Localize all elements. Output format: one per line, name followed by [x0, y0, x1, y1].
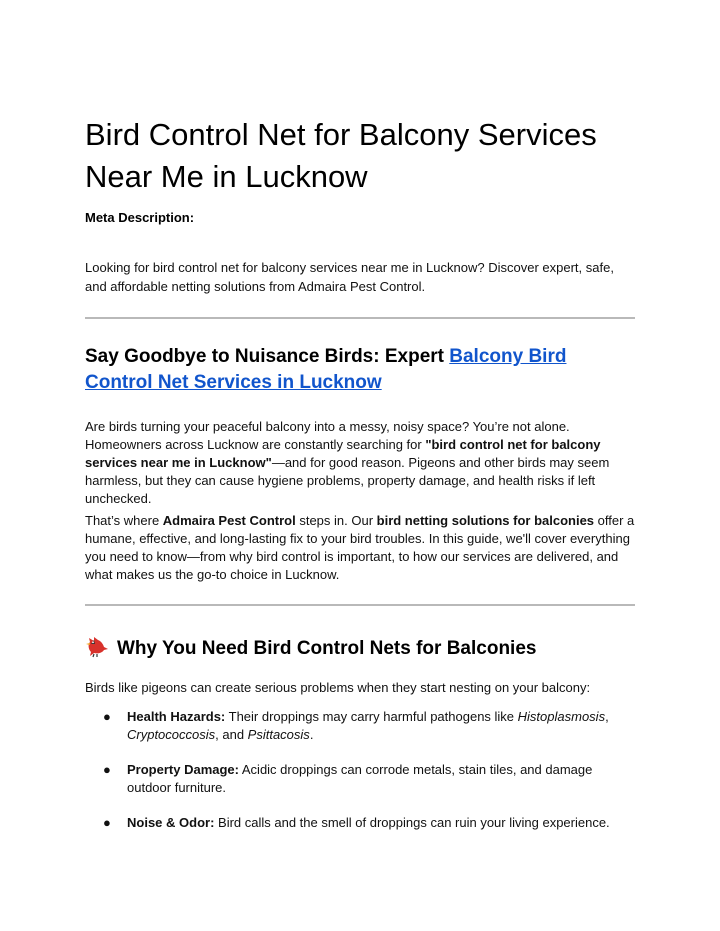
- title-line-1: Bird Control Net for Balcony Services: [85, 117, 597, 152]
- cardinal-bird-icon: [85, 634, 109, 658]
- paragraph-text: Are birds turning your peaceful balcony into a messy, noisy space? You’re not alone. Homeowners across Lucknow are constantly searching for: [85, 419, 570, 452]
- paragraph-text: steps in. Our: [295, 513, 377, 528]
- company-paragraph: [85, 512, 635, 584]
- title-line-2: Near Me in Lucknow: [85, 159, 368, 194]
- pathogen-name: Cryptococcosis: [127, 727, 216, 742]
- heading-text: Say Goodbye to Nuisance Birds: Expert: [85, 346, 450, 367]
- meta-description-label: Meta Description:: [85, 210, 195, 225]
- paragraph-text: offer a humane, effective, and long-lasting fix to your bird troubles. In this guide, we'll cover everything you need to know—from why bird control is important, to how our services are delivered, and what makes us the go-to choice in Lucknow.: [85, 513, 635, 582]
- divider: [85, 604, 635, 606]
- list-item: [85, 761, 635, 797]
- section-heading-nuisance-birds: [85, 344, 635, 396]
- pathogen-name: Histoplasmosis: [517, 709, 606, 724]
- paragraph-text: —and for good reason. Pigeons and other birds may seem harmless, but they can cause hygiene problems, property damage, and health risks if left unchecked.: [85, 455, 610, 506]
- item-label: Health Hazards:: [127, 709, 226, 724]
- bullet-icon: ●: [103, 815, 111, 830]
- intro-paragraph: [85, 418, 635, 508]
- page-title: [85, 114, 645, 198]
- balcony-net-services-link[interactable]: Balcony Bird Control Net Services in Lucknow: [85, 346, 567, 393]
- list-item: [85, 708, 635, 744]
- paragraph-text: That’s where: [85, 513, 163, 528]
- bullet-icon: ●: [103, 762, 111, 777]
- meta-description-text: Looking for bird control net for balcony services near me in Lucknow? Discover expert, safe, and affordable netting solutions from Admaira Pest Control.: [85, 260, 614, 294]
- section-intro: Birds like pigeons can create serious problems when they start nesting on your balcony:: [85, 680, 591, 695]
- list-item: [85, 814, 635, 832]
- pathogen-name: Psittacosis: [247, 727, 310, 742]
- item-text: Bird calls and the smell of droppings can ruin your living experience.: [214, 815, 610, 830]
- bullet-icon: ●: [103, 709, 111, 724]
- bold-keyword: bird netting solutions for balconies: [376, 513, 595, 528]
- item-text: Acidic droppings can corrode metals, stain tiles, and damage outdoor furniture.: [127, 762, 593, 795]
- divider: [85, 317, 635, 319]
- item-label: Noise & Odor:: [127, 815, 215, 830]
- item-text: , and: [215, 727, 248, 742]
- item-text: Their droppings may carry harmful pathogens like: [225, 709, 518, 724]
- item-label: Property Damage:: [127, 762, 239, 777]
- problems-list: [85, 708, 635, 849]
- item-text: ,: [605, 709, 609, 724]
- heading-text: Why You Need Bird Control Nets for Balconies: [117, 638, 537, 659]
- item-text: .: [309, 727, 314, 742]
- bold-keyword: "bird control net for balcony services near me in Lucknow": [85, 437, 601, 470]
- section-heading-why-nets: [85, 634, 635, 662]
- company-name: Admaira Pest Control: [162, 513, 296, 528]
